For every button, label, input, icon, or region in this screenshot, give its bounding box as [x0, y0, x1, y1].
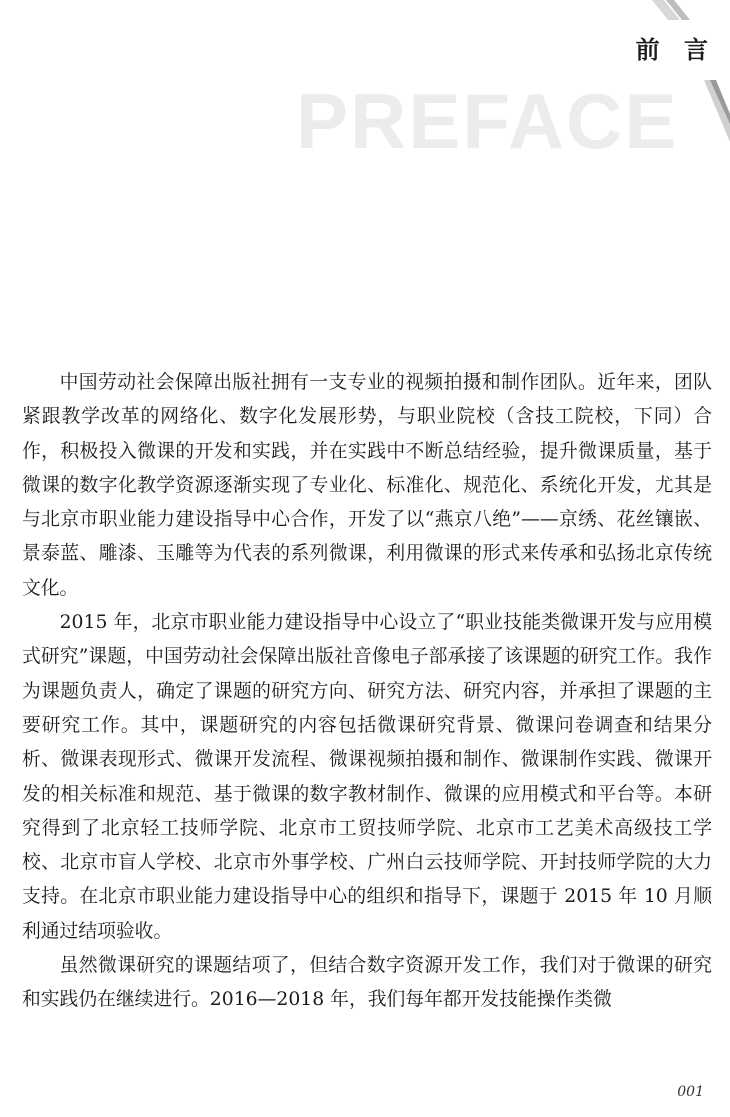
page-number: 001: [677, 1084, 704, 1100]
paragraph: 2015 年，北京市职业能力建设指导中心设立了“职业技能类微课开发与应用模式研究”课题，中国劳动社会保障出版社音像电子部承接了该课题的研究工作。我作为课题负责人，确定了课题的研究方向、研究方法、研究内容，并承担了课题的主要研究工作。其中，课题研究的内容包括微课研究背景、微课问卷调查和结果分析、微课表现形式、微课开发流程、微课视频拍摄和制作、微课制作实践、微课开发的相关标准和规范、基于微课的数字教材制作、微课的应用模式和平台等。本研究得到了北京轻工技师学院、北京市工贸技师学院、北京市工艺美术高级技工学校、北京市盲人学校、北京市外事学校、广州白云技师学院、开封技师学院的大力支持。在北京市职业能力建设指导中心的组织和指导下，课题于 2015 年 10 月顺利通过结项验收。: [22, 612, 712, 942]
corner-decoration: [650, 0, 690, 22]
preface-watermark: PREFACE: [296, 77, 679, 165]
edge-chevron-decoration: [704, 80, 730, 150]
page-title: 前 言: [635, 36, 716, 64]
preface-body: [22, 366, 712, 1018]
paragraph: 虽然微课研究的课题结项了，但结合数字资源开发工作，我们对于微课的研究和实践仍在继续进行。2016—2018 年，我们每年都开发技能操作类微: [22, 955, 712, 1011]
paragraph: 中国劳动社会保障出版社拥有一支专业的视频拍摄和制作团队。近年来，团队紧跟教学改革的网络化、数字化发展形势，与职业院校（含技工院校，下同）合作，积极投入微课的开发和实践，并在实践中不断总结经验，提升微课质量，基于微课的数字化教学资源逐渐实现了专业化、标准化、规范化、系统化开发，尤其是与北京市职业能力建设指导中心合作，开发了以“燕京八绝”——京绣、花丝镶嵌、景泰蓝、雕漆、玉雕等为代表的系列微课，利用微课的形式来传承和弘扬北京传统文化。: [22, 372, 712, 599]
